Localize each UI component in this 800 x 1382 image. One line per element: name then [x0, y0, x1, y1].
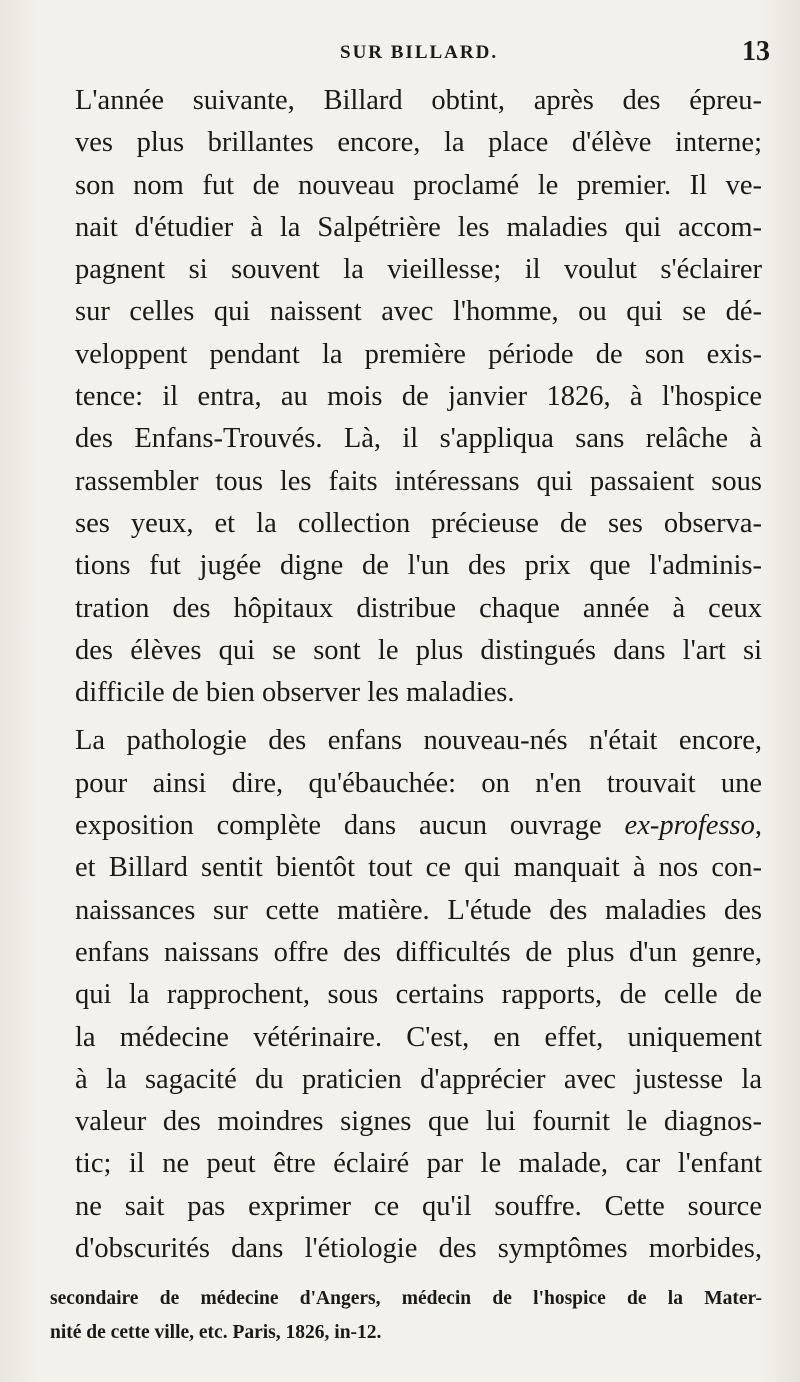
text-line: exposition complète dans aucun ouvrage ex-professo,	[75, 810, 762, 842]
page-header	[40, 36, 770, 76]
text-line: des élèves qui se sont le plus distingués dans l'art si	[75, 634, 762, 666]
footnote-line: nité de cette ville, etc. Paris, 1826, in-12.	[50, 1322, 382, 1343]
text-line: tic; il ne peut être éclairé par le malade, car l'enfant	[75, 1148, 762, 1180]
text-line: nait d'étudier à la Salpétrière les maladies qui accom-	[75, 211, 762, 243]
text-line: son nom fut de nouveau proclamé le premier. Il ve-	[75, 169, 762, 201]
text-line: ses yeux, et la collection précieuse de ses observa-	[75, 507, 762, 539]
text-line: d'obscurités dans l'étiologie des symptômes morbides,	[75, 1233, 762, 1265]
text-line: qui la rapprochent, sous certains rapports, de celle de	[75, 979, 762, 1011]
text-line: sur celles qui naissent avec l'homme, ou qui se dé-	[75, 296, 762, 328]
text-line: tions fut jugée digne de l'un des prix que l'adminis-	[75, 550, 762, 582]
footnote	[50, 1282, 762, 1350]
text-line: pour ainsi dire, qu'ébauchée: on n'en trouvait une	[75, 767, 762, 799]
text-line: ne sait pas exprimer ce qu'il souffre. Cette source	[75, 1190, 762, 1222]
text-line: la médecine vétérinaire. C'est, en effet, uniquement	[75, 1021, 762, 1053]
text-line: tence: il entra, au mois de janvier 1826, à l'hospice	[75, 381, 762, 413]
text-line: à la sagacité du praticien d'apprécier avec justesse la	[75, 1063, 762, 1095]
text-line: naissances sur cette matière. L'étude des maladies des	[75, 894, 762, 926]
text-line: enfans naissans offre des difficultés de plus d'un genre,	[75, 936, 762, 968]
text-line: L'année suivante, Billard obtint, après des épreu-	[75, 85, 762, 116]
text-line: et Billard sentit bientôt tout ce qui manquait à nos con-	[75, 852, 762, 884]
text-line: des Enfans-Trouvés. Là, il s'appliqua sans relâche à	[75, 423, 762, 455]
text-line: rassembler tous les faits intéressans qui passaient sous	[75, 465, 762, 497]
text-line: veloppent pendant la première période de son exis-	[75, 338, 762, 370]
running-head: SUR BILLARD.	[340, 42, 499, 63]
body-text	[50, 80, 762, 1270]
paragraph-2	[50, 720, 762, 1270]
text-line: La pathologie des enfans nouveau-nés n'était encore,	[75, 725, 762, 757]
text-line: ves plus brillantes encore, la place d'élève interne;	[75, 127, 762, 159]
paragraph-1	[50, 80, 762, 714]
text-line: difficile de bien observer les maladies.	[75, 677, 515, 709]
footnote-line: secondaire de médecine d'Angers, médecin de l'hospice de la Mater-	[50, 1288, 762, 1309]
text-line: tration des hôpitaux distribue chaque année à ceux	[75, 592, 762, 624]
text-line: valeur des moindres signes que lui fournit le diagnos-	[75, 1106, 762, 1138]
text-line: pagnent si souvent la vieillesse; il voulut s'éclairer	[75, 254, 762, 286]
page-number: 13	[742, 36, 770, 67]
